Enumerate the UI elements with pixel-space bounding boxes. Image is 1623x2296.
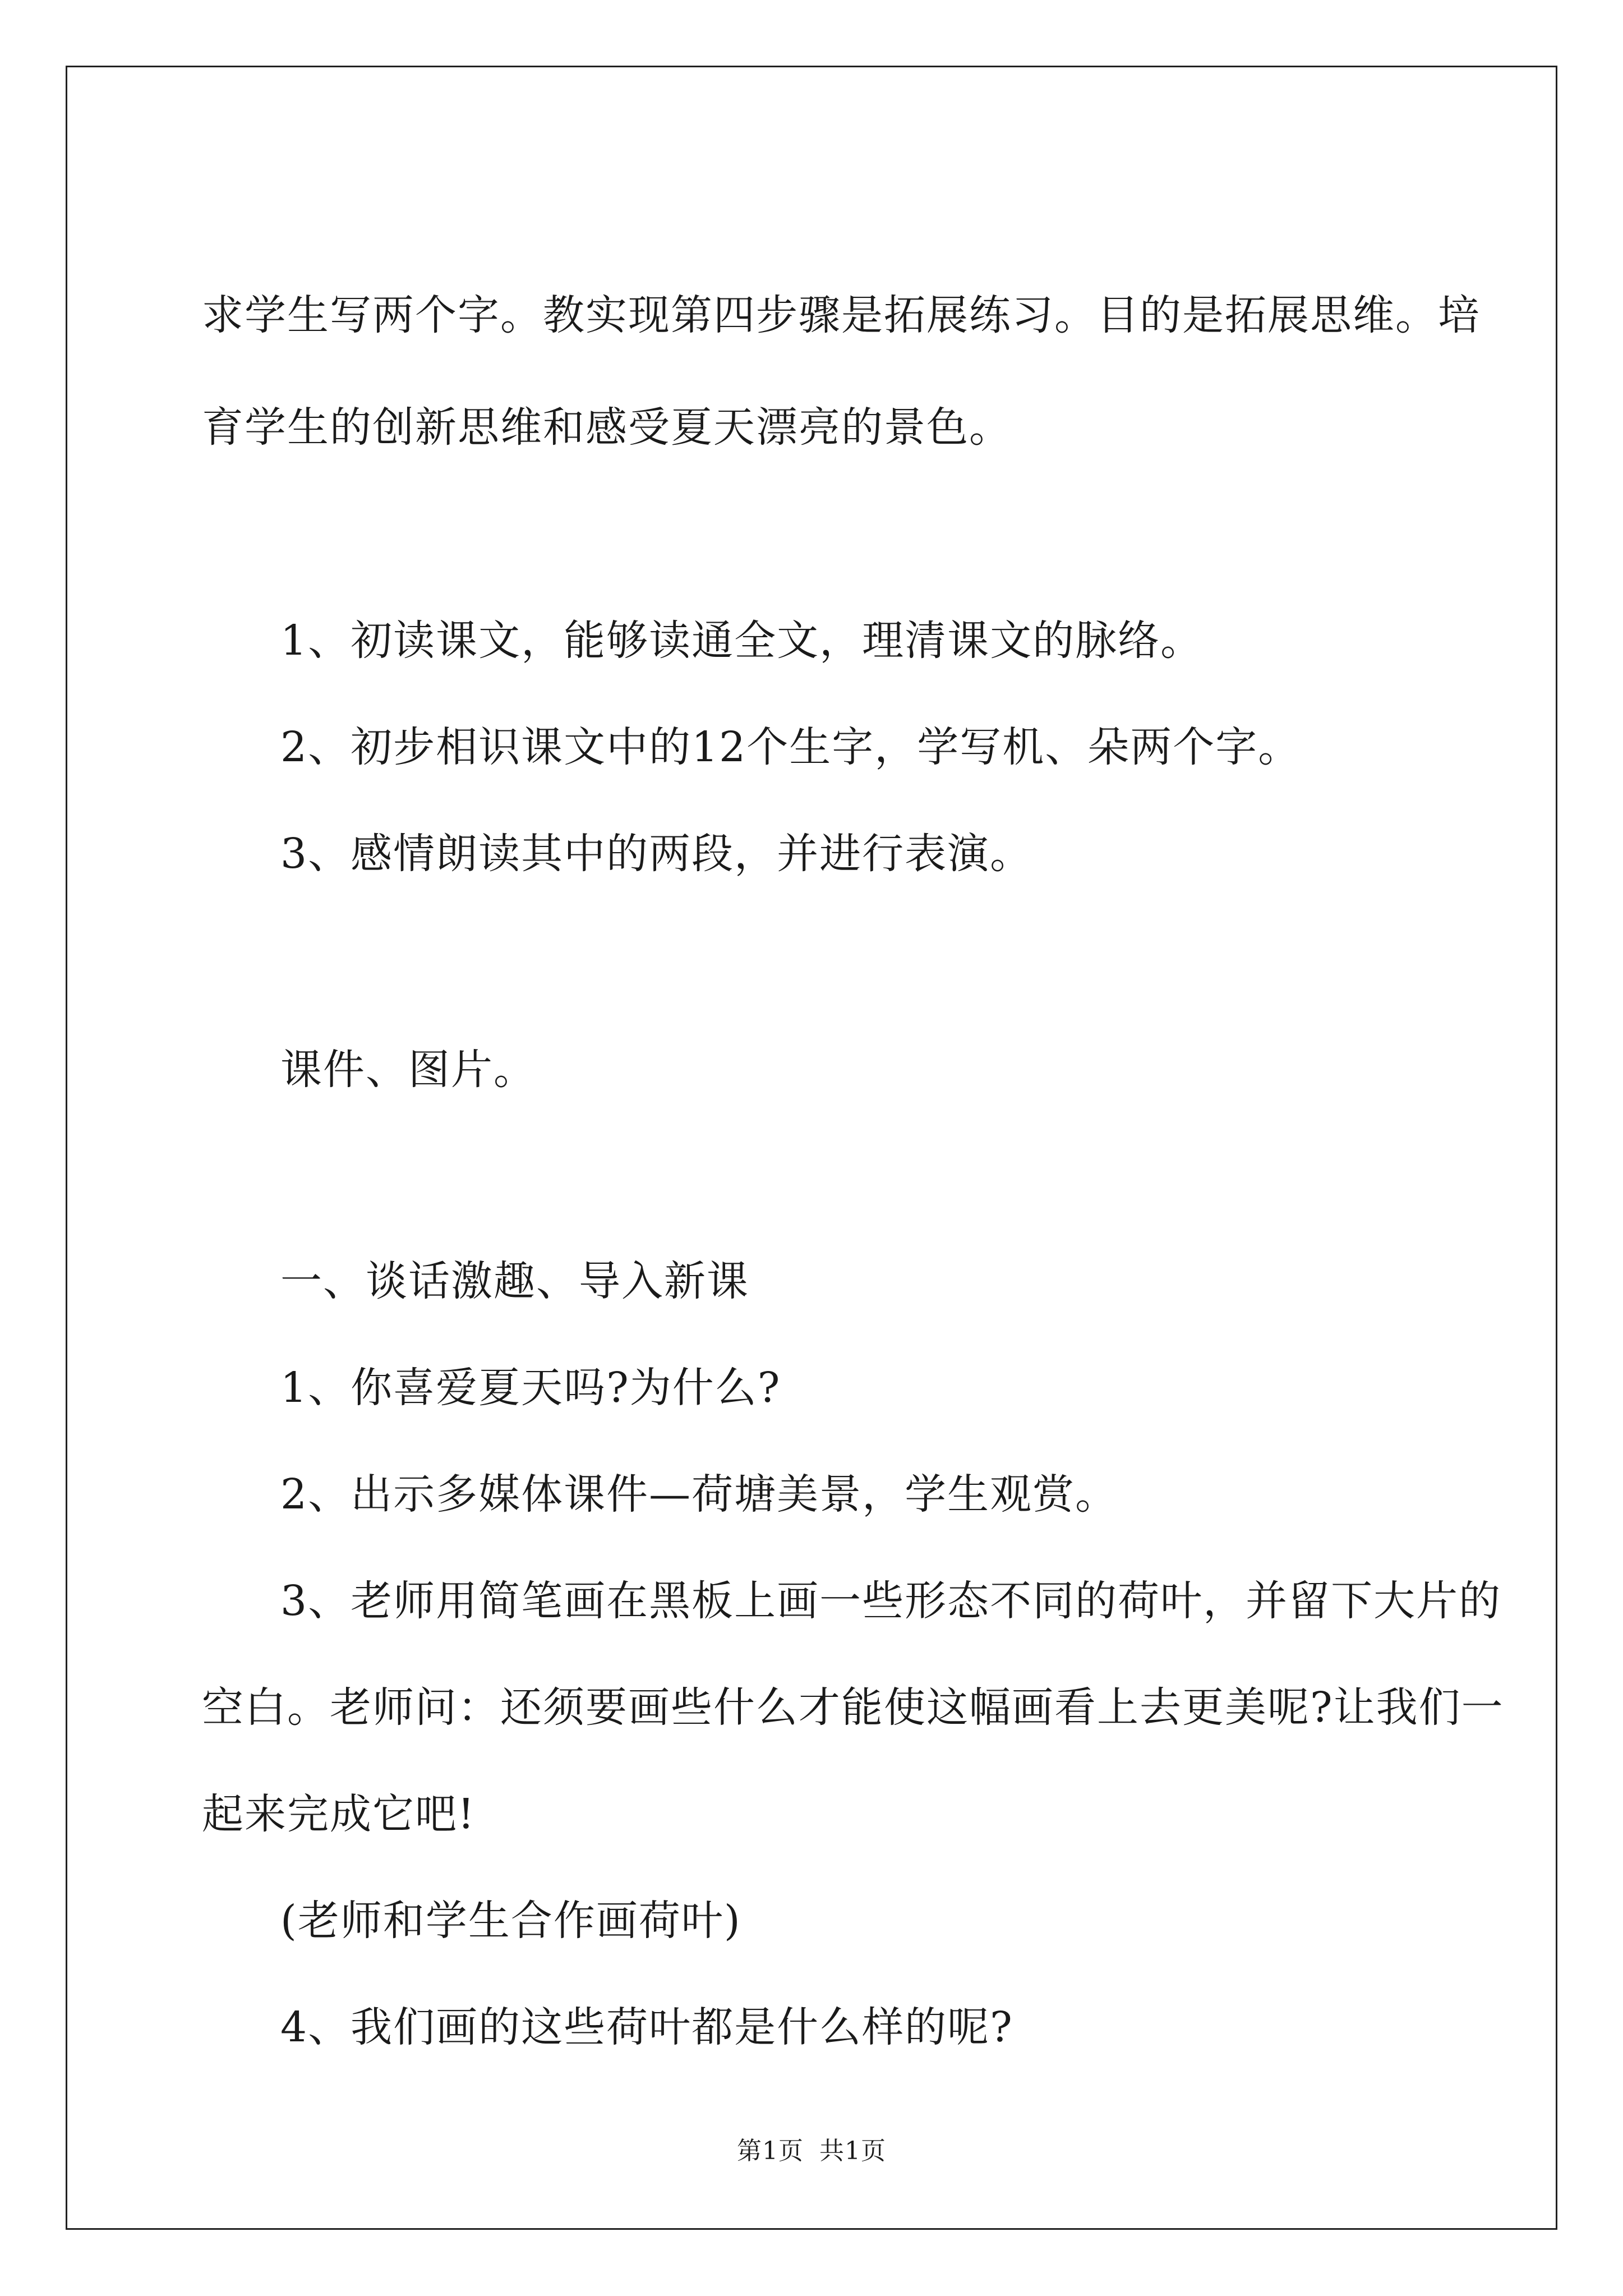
note-line: (老师和学生合作画荷叶) [280,1897,741,1945]
section-heading: 一、谈话激趣、导入新课 [280,1257,749,1305]
document-body [67,67,1556,2228]
page-number: 第1页 [737,2137,804,2165]
objective-item: 3、感情朗读其中的两段，并进行表演。 [280,830,1033,878]
step-item: 1、你喜爱夏天吗?为什么? [280,1364,781,1412]
paragraph-line: 空白。老师问：还须要画些什么才能使这幅画看上去更美呢?让我们一 [202,1683,1504,1732]
objective-item: 2、初步相识课文中的12个生字，学写机、朵两个字。 [280,723,1301,771]
page-footer [67,2131,1556,2166]
step-item: 3、老师用简笔画在黑板上画一些形态不同的荷叶，并留下大片的 [280,1577,1502,1625]
paragraph-line: 育学生的创新思维和感受夏天漂亮的景色。 [202,403,1012,452]
objective-item: 1、初读课文，能够读通全文，理清课文的脉络。 [280,616,1204,665]
paragraph-line: 起来完成它吧! [202,1790,476,1838]
step-item: 2、出示多媒体课件—荷塘美景，学生观赏。 [280,1470,1118,1519]
step-item: 4、我们画的这些荷叶都是什么样的呢? [280,2003,1013,2051]
page-frame [66,66,1557,2230]
paragraph-line: 求学生写两个字。教实现第四步骤是拓展练习。目的是拓展思维。培 [202,291,1481,339]
page-total: 共1页 [819,2137,886,2165]
materials-line: 课件、图片。 [280,1046,536,1094]
